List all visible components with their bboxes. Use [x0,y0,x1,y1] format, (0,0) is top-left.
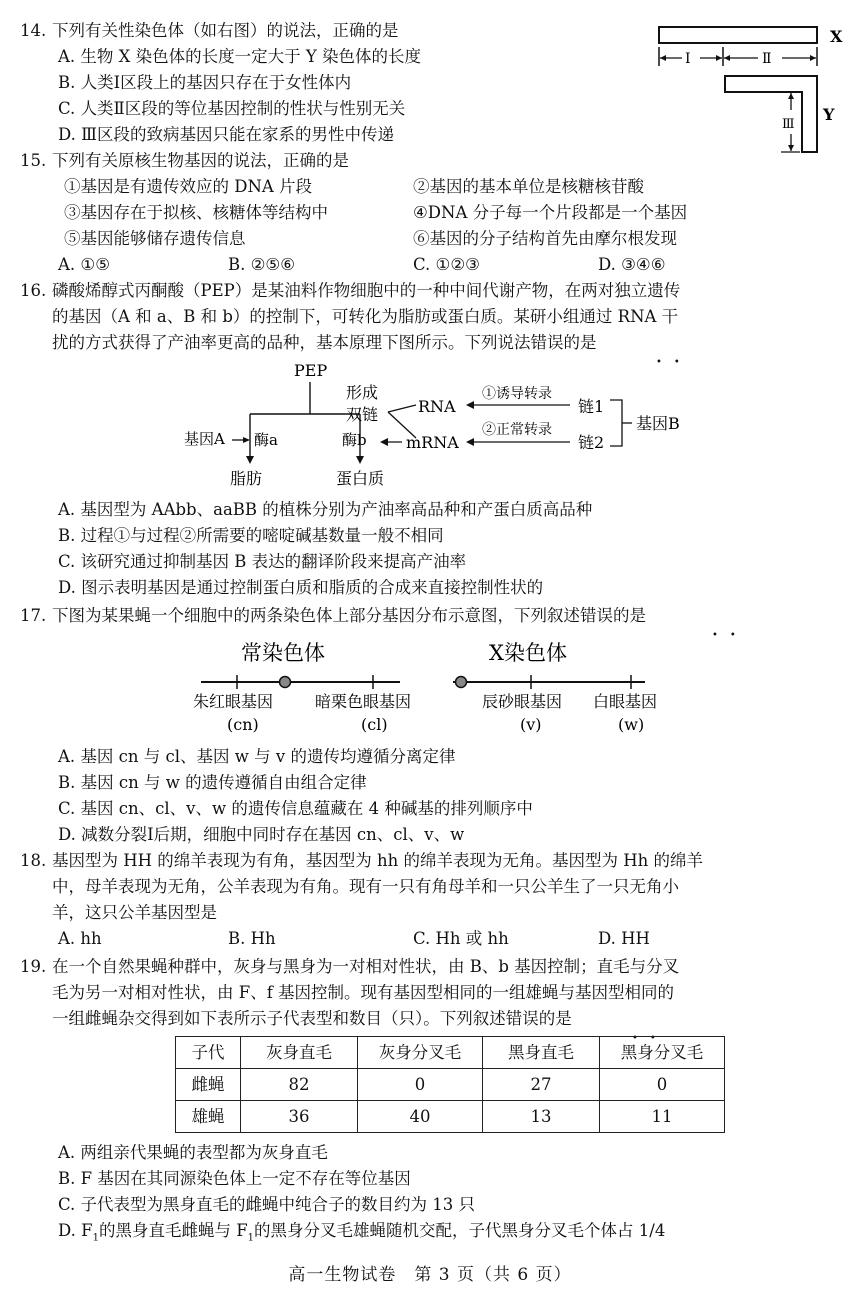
question-stem: 下列有关性染色体（如右图）的说法，正确的是 [52,21,399,40]
gene-b-label: 基因B [636,414,680,433]
choice-b: B. ②⑤⑥ [228,255,295,274]
option-b: B. F 基因在其同源染色体上一定不存在等位基因 [58,1169,411,1188]
segment-iii-label: Ⅲ [782,117,795,132]
step2-label: ②正常转录 [482,422,552,438]
table-cell: 82 [241,1069,358,1101]
fruitfly-chromosome-figure [185,632,685,737]
question-stem-line: 羊，这只公羊基因型是 [52,903,217,922]
statement-2: ②基因的基本单位是核糖核苷酸 [413,177,644,196]
table-cell: 40 [358,1101,483,1133]
emphasis-dots: •• [656,357,692,368]
pep-label: PEP [294,361,328,380]
table-header-cell: 黑身分叉毛 [600,1037,725,1069]
table-header-cell: 黑身直毛 [483,1037,600,1069]
emphasis-dots: •• [632,1033,668,1044]
gene-cn-symbol: (cn) [227,715,259,734]
pep-pathway-figure [170,360,710,490]
protein-label: 蛋白质 [336,469,385,488]
option-c: C. 子代表型为黑身直毛的雌蝇中纯合子的数目约为 13 只 [58,1195,476,1214]
choice-a: A. hh [58,929,102,948]
question-stem-line: 基因型为 HH 的绵羊表现为有角，基因型为 hh 的绵羊表现为无角。基因型为 Hh 的绵羊 [52,851,704,870]
option-b: B. 基因 cn 与 w 的遗传遵循自由组合定律 [58,773,367,792]
centromere [456,677,467,688]
choice-c: C. Hh 或 hh [413,929,509,948]
x-label: X [830,27,843,46]
option-d: D. 减数分裂Ⅰ后期，细胞中同时存在基因 cn、cl、v、w [58,825,465,844]
table-cell: 11 [600,1101,725,1133]
table-cell: 13 [483,1101,600,1133]
choice-d: D. ③④⑥ [598,255,666,274]
question-number: 15. [20,151,47,170]
double-strand-label: 双链 [346,405,379,424]
question-stem-line: 的基因（A 和 a、B 和 b）的控制下，可转化为脂肪或蛋白质。某研小组通过 RNA 干 [52,307,679,326]
page-footer: 高一生物试卷 第 3 页（共 6 页） [288,1265,572,1285]
y-chromosome-bar [725,76,817,152]
question-number: 18. [20,851,47,870]
option-c: C. 基因 cn、cl、v、w 的遗传信息蕴藏在 4 种碱基的排列顺序中 [58,799,533,818]
subscript: 1 [247,1232,255,1244]
table-cell: 0 [600,1069,725,1101]
fat-label: 脂肪 [230,469,263,488]
question-stem: 下列有关原核生物基因的说法，正确的是 [52,151,349,170]
table-header-row [176,1037,725,1069]
segment-i-label: Ⅰ [685,51,691,67]
table-cell: 0 [358,1069,483,1101]
question-stem-line: 扰的方式获得了产油率更高的品种，基本原理下图所示。下列说法错误的是 [52,333,597,352]
option-a: A. 生物 X 染色体的长度一定大于 Y 染色体的长度 [58,47,422,66]
question-number: 19. [20,957,47,976]
sex-chromosome-figure [650,22,850,162]
option-d: D. Ⅲ区段的致病基因只能在家系的男性中传递 [58,125,395,144]
enzyme-b-label: 酶b [342,431,367,449]
question-stem-line: 在一个自然果蝇种群中，灰身与黑身为一对相对性状，由 B、b 基因控制；直毛与分叉 [52,957,680,976]
x-chromosome-title: X染色体 [489,641,567,665]
mrna-label: mRNA [406,433,459,452]
gene-cn-name: 朱红眼基因 [193,692,274,711]
table-cell: 雄蝇 [176,1101,241,1133]
option-c: C. 该研究通过抑制基因 B 表达的翻译阶段来提高产油率 [58,552,467,571]
table-row [176,1069,725,1101]
gene-v-symbol: (v) [520,715,542,734]
gene-w-name: 白眼基因 [593,692,658,711]
table-header-cell: 灰身直毛 [241,1037,358,1069]
statement-3: ③基因存在于拟核、核糖体等结构中 [64,203,328,222]
gene-cl-symbol: (cl) [361,715,388,734]
option-c: C. 人类Ⅱ区段的等位基因控制的性状与性别无关 [58,99,406,118]
chain1-label: 链1 [578,397,605,416]
x-chromosome-bar [659,27,817,43]
step1-label: ①诱导转录 [482,386,552,402]
table-row [176,1101,725,1133]
question-stem-line: 一组雌蝇杂交得到如下表所示子代表型和数目（只）。下列叙述错误的是 [52,1009,572,1028]
question-number: 17. [20,606,47,625]
option-d-text: 的黑身分叉毛雄蝇随机交配，子代黑身分叉毛个体占 1/4 [254,1221,666,1240]
question-stem-line: 毛为另一对相对性状，由 F、f 基因控制。现有基因型相同的一组雄蝇与基因型相同的 [52,983,675,1002]
centromere [280,677,291,688]
option-a: A. 基因 cn 与 cl、基因 w 与 v 的遗传均遵循分离定律 [58,747,456,766]
statement-5: ⑤基因能够储存遗传信息 [64,229,246,248]
question-number: 16. [20,281,47,300]
option-b: B. 过程①与过程②所需要的嘧啶碱基数量一般不相同 [58,526,444,545]
table-header-cell: 子代 [176,1037,241,1069]
form-label: 形成 [346,383,379,402]
table-cell: 36 [241,1101,358,1133]
question-number: 14. [20,21,47,40]
choice-d: D. HH [598,929,650,948]
option-d [58,1218,665,1251]
statement-4: ④DNA 分子每一个片段都是一个基因 [413,203,688,222]
gene-v-name: 辰砂眼基因 [482,692,563,711]
option-b: B. 人类Ⅰ区段上的基因只存在于女性体内 [58,73,352,92]
option-d-text: D. F [58,1221,93,1240]
autosome-title: 常染色体 [241,641,325,665]
emphasis-dots: •• [712,630,748,641]
rna-label: RNA [418,397,456,416]
y-label: Y [823,105,835,124]
chain2-label: 链2 [578,433,605,452]
statement-6: ⑥基因的分子结构首先由摩尔根发现 [413,229,677,248]
statement-1: ①基因是有遗传效应的 DNA 片段 [64,177,313,196]
gene-w-symbol: (w) [618,715,645,734]
question-stem-line: 磷酸烯醇式丙酮酸（PEP）是某油料作物细胞中的一种中间代谢产物，在两对独立遗传 [52,281,681,300]
choice-b: B. Hh [228,929,276,948]
option-a: A. 两组亲代果蝇的表型都为灰身直毛 [58,1143,328,1162]
gene-a-label: 基因A [184,430,225,448]
enzyme-a-label: 酶a [254,431,278,449]
table-header-cell: 灰身分叉毛 [358,1037,483,1069]
option-d-text: 的黑身直毛雌蝇与 F [98,1221,248,1240]
option-a: A. 基因型为 AAbb、aaBB 的植株分别为产油率高品种和产蛋白质高品种 [58,500,593,519]
offspring-table [175,1036,725,1133]
choice-c: C. ①②③ [413,255,480,274]
segment-ii-label: Ⅱ [762,51,772,67]
table-cell: 雌蝇 [176,1069,241,1101]
question-stem-line: 中，母羊表现为无角，公羊表现为有角。现有一只有角母羊和一只公羊生了一只无角小 [52,877,679,896]
question-stem: 下图为某果蝇一个细胞中的两条染色体上部分基因分布示意图，下列叙述错误的是 [52,606,646,625]
option-d: D. 图示表明基因是通过控制蛋白质和脂质的合成来直接控制性状的 [58,578,544,597]
choice-a: A. ①⑤ [58,255,110,274]
gene-cl-name: 暗栗色眼基因 [315,692,412,711]
table-cell: 27 [483,1069,600,1101]
subscript: 1 [92,1232,99,1244]
